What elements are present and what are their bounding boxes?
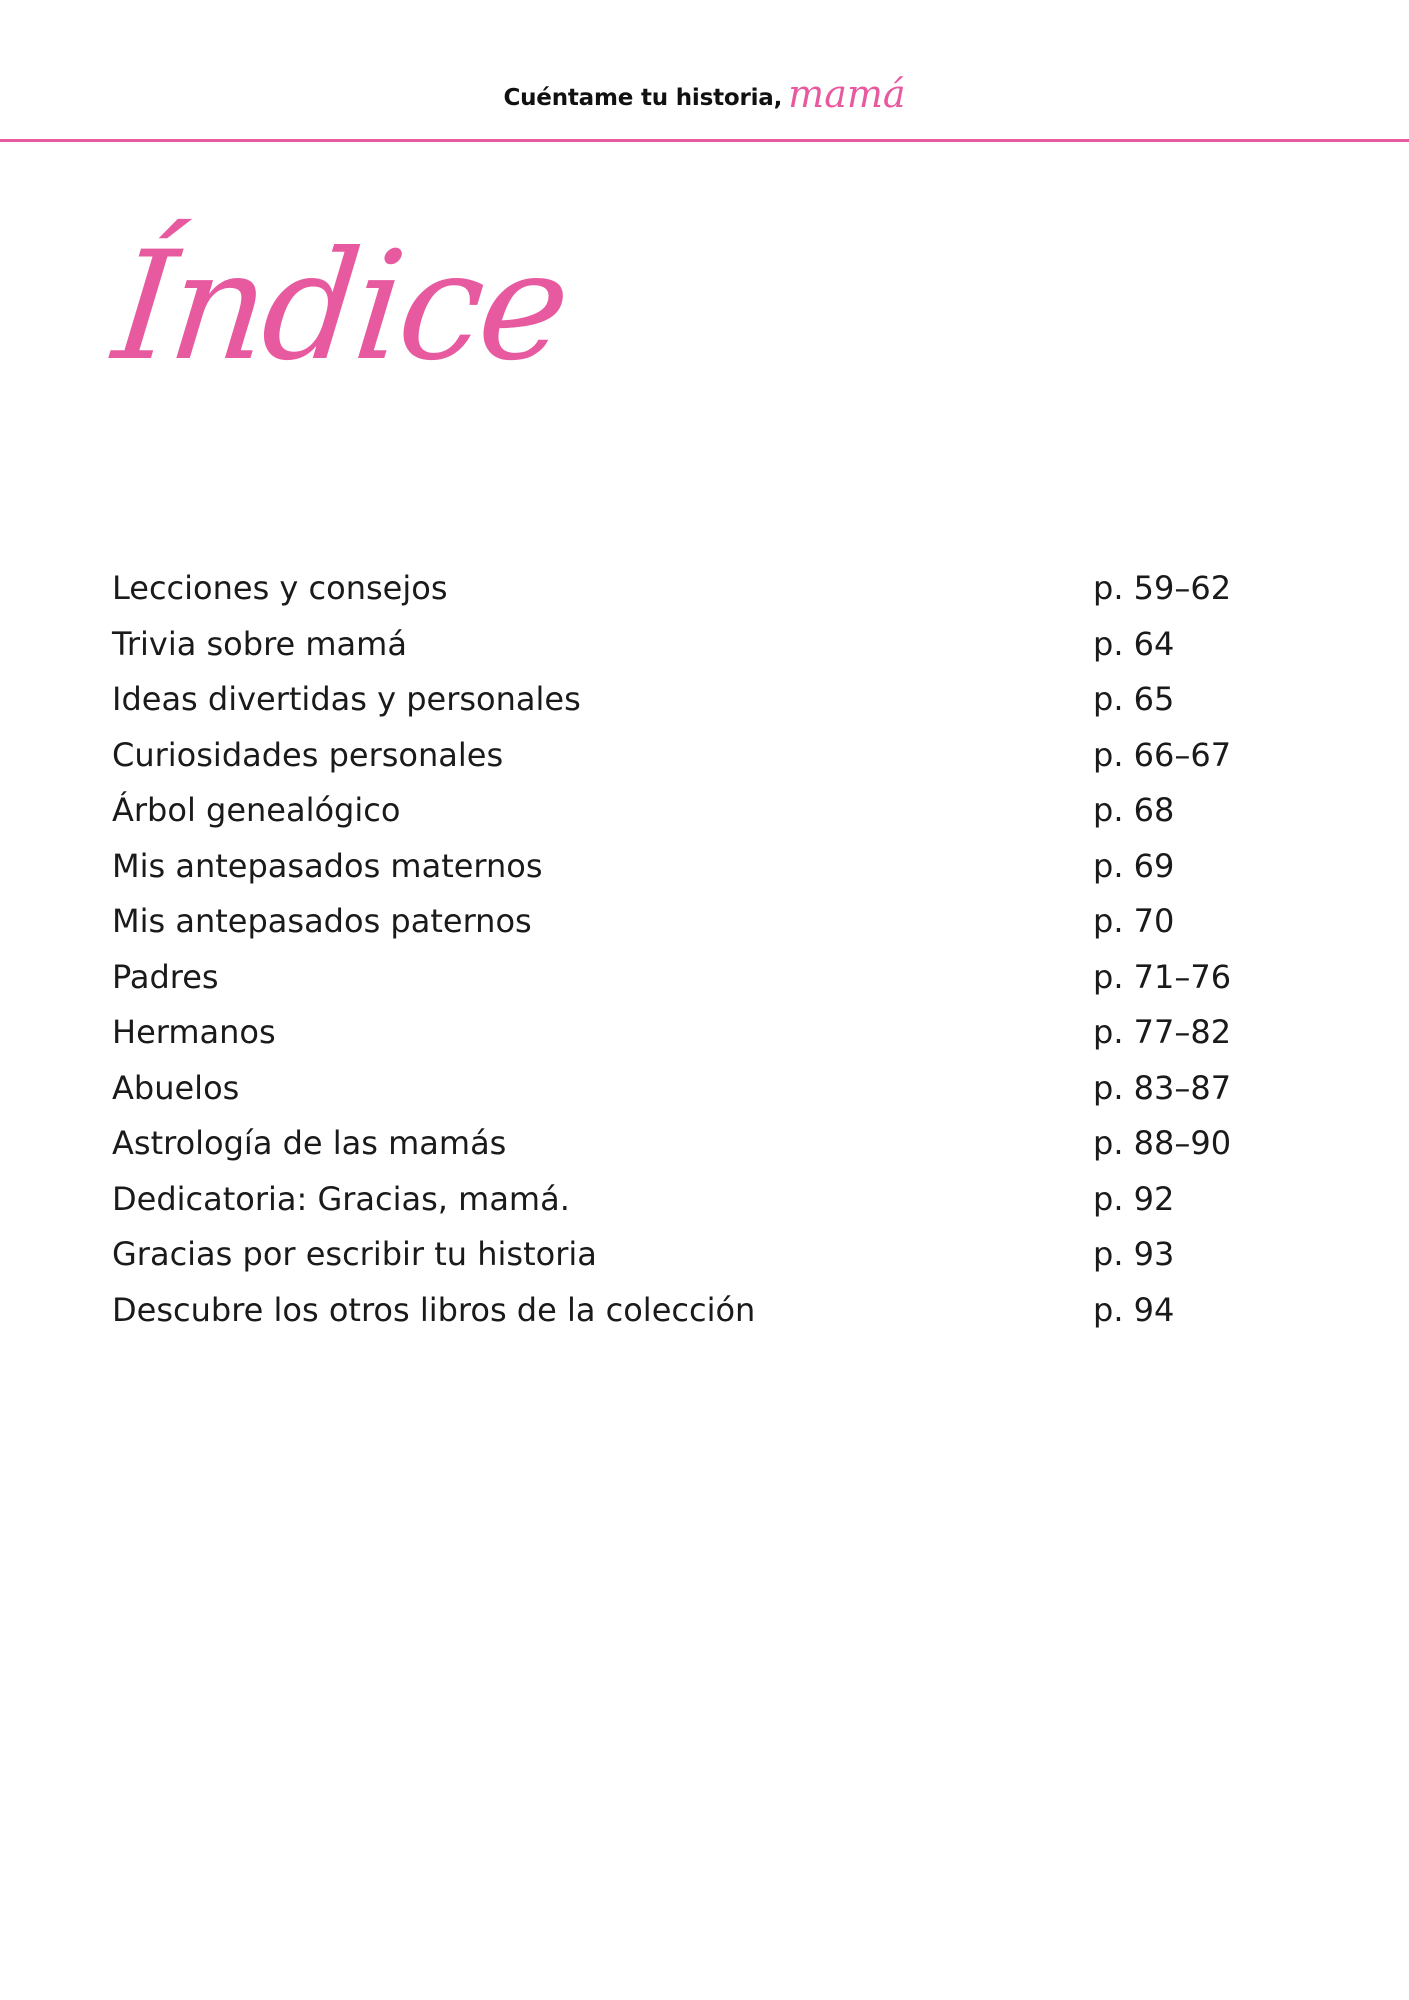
toc-entry-label: Mis antepasados paternos [112, 902, 532, 940]
toc-entry-page: p. 71–76 [1093, 957, 1232, 996]
page-header [0, 0, 1409, 140]
toc-entry [112, 949, 1232, 1005]
toc-entry-page: p. 94 [1093, 1290, 1175, 1329]
toc-entry-page: p. 69 [1093, 846, 1175, 885]
toc-entry-label: Dedicatoria: Gracias, mamá. [112, 1179, 570, 1218]
toc-entry-label: Mis antepasados maternos [112, 846, 543, 885]
toc-entry [112, 893, 1232, 949]
toc-entry [112, 616, 1232, 672]
toc-entry-label: Hermanos [112, 1013, 276, 1051]
toc-entry-page: p. 93 [1093, 1235, 1175, 1273]
toc-entry-label: Gracias por escribir tu historia [112, 1235, 597, 1273]
toc-entry [112, 560, 1232, 616]
toc-entry-label: Padres [112, 957, 219, 996]
toc-entry-page: p. 77–82 [1093, 1013, 1232, 1051]
toc-entry [112, 671, 1232, 727]
toc-entry [112, 838, 1232, 894]
toc-entry-label: Lecciones y consejos [112, 569, 448, 607]
toc-entry [112, 1226, 1232, 1282]
toc-entry [112, 727, 1232, 783]
toc-entry [112, 1171, 1232, 1227]
toc-entry-label: Descubre los otros libros de la colección [112, 1290, 756, 1329]
toc-entry-page: p. 65 [1093, 680, 1175, 718]
header-divider [0, 139, 1409, 142]
table-of-contents [112, 560, 1232, 1337]
toc-entry [112, 1060, 1232, 1116]
toc-entry-page: p. 66–67 [1093, 735, 1232, 774]
toc-entry [112, 1282, 1232, 1338]
toc-entry [112, 1115, 1232, 1171]
toc-entry-page: p. 70 [1093, 902, 1175, 940]
toc-entry-page: p. 83–87 [1093, 1068, 1232, 1107]
toc-entry-label: Astrología de las mamás [112, 1124, 507, 1162]
toc-entry-label: Ideas divertidas y personales [112, 680, 581, 718]
toc-entry-page: p. 92 [1093, 1179, 1175, 1218]
toc-entry [112, 1004, 1232, 1060]
header-title-accent: mamá [788, 72, 906, 116]
toc-entry-label: Trivia sobre mamá [112, 624, 407, 663]
toc-entry-label: Abuelos [112, 1068, 240, 1107]
toc-entry-label: Árbol genealógico [112, 791, 401, 829]
toc-entry-page: p. 68 [1093, 791, 1175, 829]
toc-entry [112, 782, 1232, 838]
toc-entry-page: p. 59–62 [1093, 569, 1232, 607]
header-title-text: Cuéntame tu historia, [503, 85, 783, 111]
header-title [0, 72, 1409, 116]
toc-entry-page: p. 64 [1093, 624, 1175, 663]
toc-entry-label: Curiosidades personales [112, 735, 504, 774]
page-title: Índice [106, 220, 574, 394]
toc-entry-page: p. 88–90 [1093, 1124, 1232, 1162]
